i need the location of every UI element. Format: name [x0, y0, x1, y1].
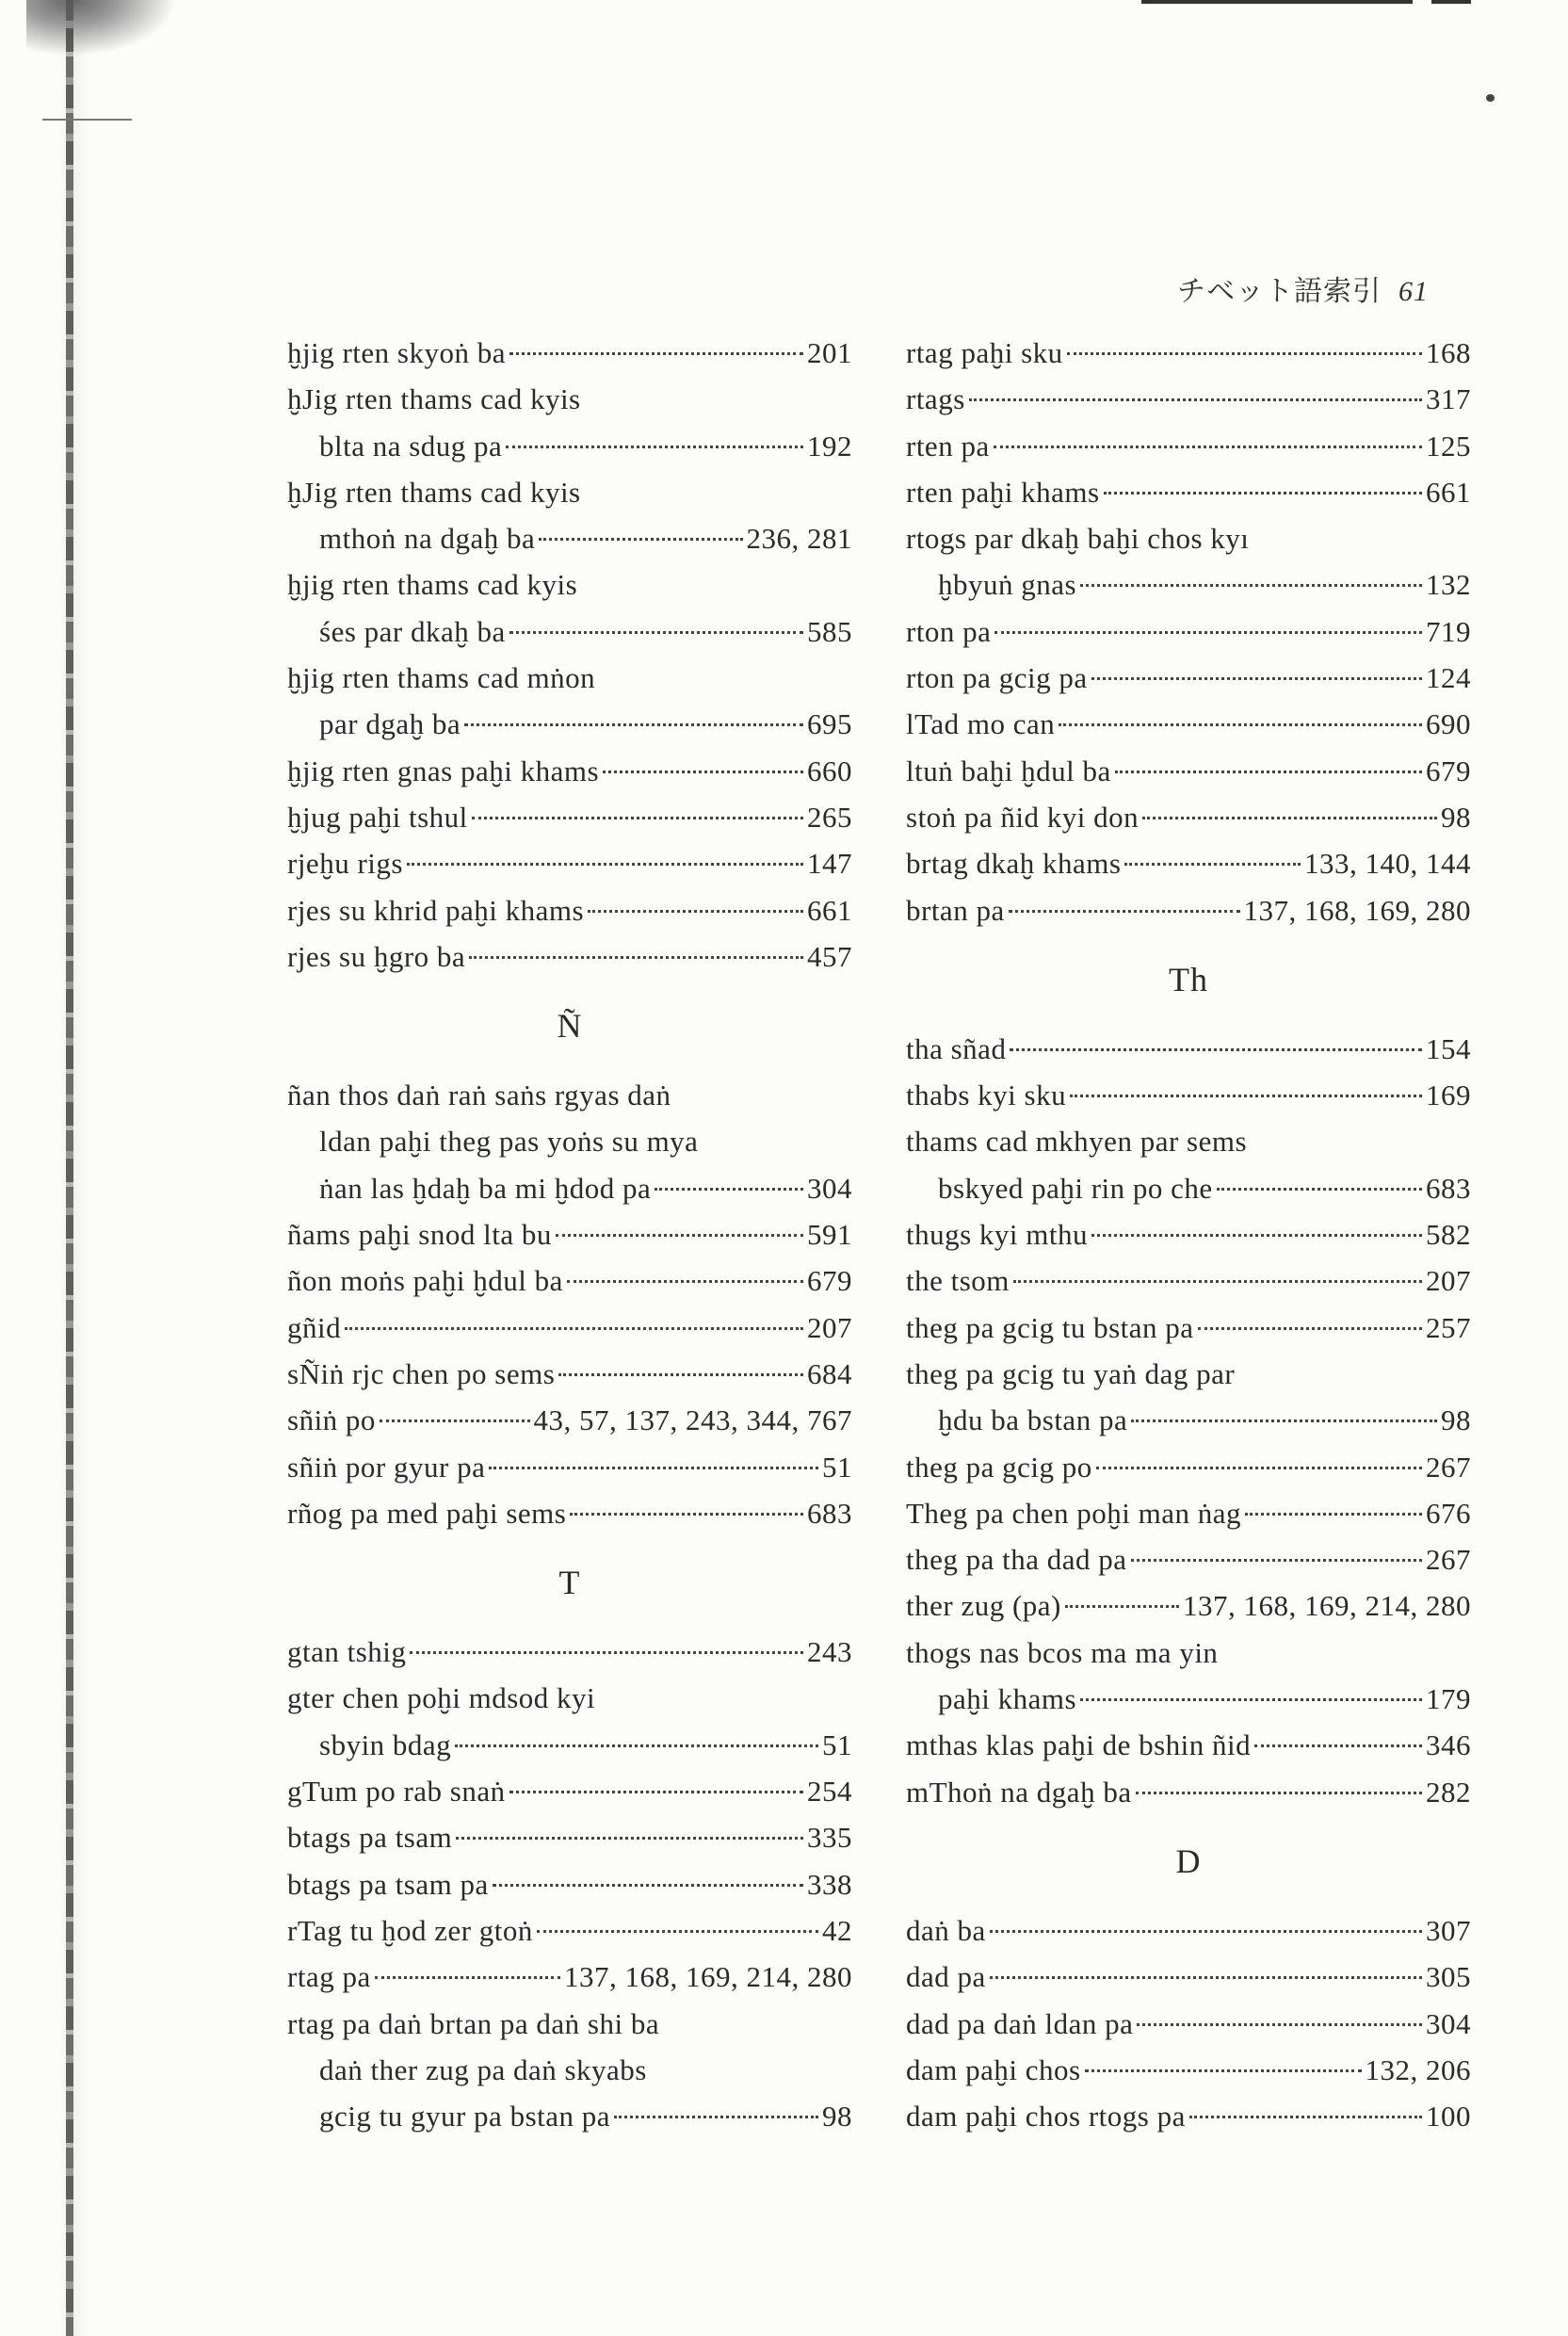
dot-leader	[1245, 1513, 1422, 1516]
index-entry	[906, 1536, 1471, 1582]
index-entry-line: thogs nas bcos ma ma yin	[906, 1635, 1219, 1669]
entry-pages: 236, 281	[746, 522, 852, 556]
entry-term: ñon moṅs paḫi ḫdul ba	[287, 1264, 563, 1298]
dot-leader	[1080, 1698, 1422, 1701]
entry-term: theg pa tha dad pa	[906, 1543, 1127, 1577]
index-entry	[906, 2093, 1471, 2139]
dot-leader	[1136, 1792, 1422, 1794]
entry-pages: 661	[807, 893, 852, 927]
entry-term: dad pa daṅ ldan pa	[906, 2006, 1134, 2040]
dot-leader	[1189, 2116, 1422, 2118]
entry-pages: 661	[1426, 475, 1471, 509]
dot-leader	[1065, 1605, 1179, 1608]
index-entry	[906, 1954, 1471, 2000]
entry-block	[287, 1629, 852, 2139]
entry-pages: 169	[1426, 1079, 1471, 1112]
entry-pages: 207	[807, 1310, 852, 1344]
dot-leader	[472, 817, 803, 819]
entry-block	[287, 330, 852, 980]
index-column-right	[906, 330, 1471, 2139]
entry-pages: 137, 168, 169, 280	[1243, 893, 1471, 927]
dot-leader	[493, 1884, 803, 1887]
dot-leader	[506, 446, 803, 448]
dot-leader	[1013, 1280, 1422, 1283]
dot-leader	[614, 2116, 818, 2118]
entry-pages: 317	[1426, 382, 1471, 416]
entry-pages: 457	[807, 939, 852, 973]
dot-leader	[570, 1513, 803, 1516]
dot-leader	[410, 1651, 803, 1654]
dot-leader	[537, 1930, 818, 1933]
binding-shadow	[0, 0, 89, 2336]
entry-pages: 168	[1426, 336, 1471, 369]
index-entry-line: thams cad mkhyen par sems	[906, 1125, 1248, 1159]
index-entry	[906, 1072, 1471, 1118]
dot-leader	[1010, 1048, 1422, 1051]
entry-term: the tsom	[906, 1264, 1010, 1298]
entry-pages: 147	[807, 847, 852, 881]
entry-pages: 124	[1426, 661, 1471, 695]
dot-leader	[994, 446, 1422, 448]
index-entry	[287, 1305, 852, 1351]
entry-pages: 304	[1426, 2006, 1471, 2040]
running-title: チベット語索引	[1177, 276, 1382, 307]
entry-term: mthoṅ na dgaḫ ba	[319, 522, 536, 556]
dot-leader	[456, 1837, 803, 1840]
index-entry	[287, 1397, 852, 1443]
entry-pages: 42	[822, 1913, 852, 1947]
entry-term: brtan pa	[906, 893, 1005, 927]
entry-pages: 125	[1426, 429, 1471, 462]
entry-term: rTag tu ḫod zer gtoṅ	[287, 1913, 533, 1947]
index-entry	[906, 1722, 1471, 1768]
index-entry-line: theg pa gcig tu yaṅ dag par	[906, 1356, 1236, 1390]
index-entry	[906, 1444, 1471, 1490]
index-entry	[287, 1444, 852, 1490]
index-column-left	[287, 330, 852, 2139]
index-entry	[906, 330, 1471, 376]
section-heading-n: Ñ	[557, 1007, 583, 1046]
index-entry	[287, 840, 852, 886]
dot-leader	[1096, 1467, 1422, 1469]
index-entry	[906, 1582, 1471, 1629]
entry-pages: 676	[1426, 1496, 1471, 1530]
entry-pages: 684	[807, 1356, 852, 1390]
index-entry	[906, 469, 1471, 515]
dot-leader	[1080, 584, 1422, 587]
entry-pages: 201	[807, 336, 852, 369]
entry-block	[287, 1072, 852, 1536]
section-heading-t: T	[558, 1564, 581, 1602]
index-entry-line: ñan thos daṅ raṅ saṅs rgyas daṅ	[287, 1079, 671, 1112]
index-entry	[287, 515, 852, 561]
index-entry	[287, 2093, 852, 2139]
index-entry	[906, 376, 1471, 422]
entry-term: tha sñad	[906, 1031, 1007, 1065]
entry-term: ḫjig rten skyoṅ ba	[287, 336, 506, 369]
entry-pages: 265	[807, 800, 852, 834]
index-entry	[906, 794, 1471, 840]
entry-term: stoṅ pa ñid kyi don	[906, 800, 1140, 834]
dot-leader	[1198, 1327, 1422, 1330]
index-entry	[287, 1257, 852, 1304]
dot-leader	[1124, 863, 1301, 866]
dot-leader	[489, 1467, 818, 1469]
entry-pages: 100	[1426, 2100, 1471, 2133]
entry-pages: 591	[807, 1218, 852, 1252]
index-entry	[287, 1861, 852, 1907]
entry-term: sÑiṅ rjc chen po sems	[287, 1356, 556, 1390]
entry-pages: 679	[1426, 754, 1471, 787]
entry-term: btags pa tsam	[287, 1821, 453, 1855]
entry-term: blta na sdug pa	[319, 429, 503, 462]
entry-term: paḫi khams	[938, 1682, 1077, 1716]
top-edge-mark	[1141, 0, 1413, 4]
entry-term: btags pa tsam pa	[287, 1867, 489, 1901]
entry-term: rtag paḫi sku	[906, 336, 1063, 369]
index-entry	[906, 887, 1471, 933]
entry-pages: 585	[807, 614, 852, 648]
dot-leader	[567, 1280, 803, 1283]
entry-term: dam paḫi chos rtogs pa	[906, 2100, 1186, 2133]
dot-leader	[1115, 771, 1422, 773]
dot-leader	[969, 398, 1422, 401]
index-entry	[287, 1490, 852, 1536]
entry-block	[906, 1907, 1471, 2139]
entry-pages: 690	[1426, 707, 1471, 741]
entry-pages: 683	[807, 1496, 852, 1530]
entry-pages: 192	[807, 429, 852, 462]
entry-term: ther zug (pa)	[906, 1589, 1061, 1623]
index-entry	[287, 608, 852, 655]
entry-pages: 137, 168, 169, 214, 280	[564, 1960, 852, 1994]
entry-pages: 346	[1426, 1728, 1471, 1762]
entry-term: rton pa	[906, 614, 992, 648]
index-entry	[287, 1211, 852, 1257]
index-entry	[906, 1305, 1471, 1351]
dot-leader	[1217, 1188, 1422, 1191]
entry-pages: 51	[822, 1450, 852, 1484]
entry-term: rjeḫu rigs	[287, 847, 403, 881]
entry-term: gTum po rab snaṅ	[287, 1775, 506, 1809]
index-entry	[906, 748, 1471, 794]
index-entry-line: ḫjig rten thams cad mṅon	[287, 661, 596, 695]
dot-leader	[558, 1373, 803, 1376]
entry-pages: 282	[1426, 1775, 1471, 1809]
index-entry	[906, 608, 1471, 655]
entry-pages: 267	[1426, 1543, 1471, 1577]
entry-pages: 98	[1441, 800, 1471, 834]
entry-term: ṅan las ḫdaḫ ba mi ḫdod pa	[319, 1171, 652, 1205]
entry-term: rten paḫi khams	[906, 475, 1100, 509]
entry-pages: 51	[822, 1728, 852, 1761]
dot-leader	[1091, 677, 1422, 680]
index-entry	[906, 1211, 1471, 1257]
entry-term: theg pa gcig po	[906, 1450, 1092, 1484]
entry-pages: 43, 57, 137, 243, 344, 767	[533, 1403, 852, 1437]
binding-tick-mark	[42, 119, 132, 121]
entry-term: dad pa	[906, 1960, 986, 1994]
entry-pages: 179	[1426, 1682, 1471, 1716]
dot-leader	[539, 538, 742, 541]
index-entry-line: rtag pa daṅ brtan pa daṅ shi ba	[287, 2006, 660, 2040]
entry-pages: 133, 140, 144	[1304, 847, 1471, 881]
entry-term: mthas klas paḫi de bshin ñid	[906, 1728, 1252, 1762]
entry-term: daṅ ba	[906, 1913, 986, 1947]
index-entry-line: gter chen poḫi mdsod kyi	[287, 1681, 596, 1715]
entry-pages: 132, 206	[1365, 2052, 1471, 2086]
dot-leader	[1137, 2023, 1422, 2026]
entry-term: rtags	[906, 382, 965, 416]
ink-speck	[1486, 94, 1495, 102]
dot-leader	[380, 1419, 530, 1422]
entry-term: śes par dkaḫ ba	[319, 614, 506, 648]
section-heading-d: D	[1175, 1841, 1202, 1880]
entry-pages: 137, 168, 169, 214, 280	[1183, 1589, 1471, 1623]
dot-leader	[1009, 910, 1240, 913]
entry-term: dam paḫi chos	[906, 2052, 1081, 2086]
entry-term: gñid	[287, 1310, 342, 1344]
index-entry-line: ḫJig rten thams cad kyis	[287, 475, 581, 509]
dot-leader	[1131, 1559, 1422, 1562]
dot-leader	[1067, 352, 1422, 355]
entry-pages: 338	[807, 1867, 852, 1901]
index-entry	[287, 887, 852, 933]
index-entry	[287, 794, 852, 840]
entry-term: ḫdu ba bstan pa	[938, 1403, 1128, 1437]
entry-pages: 257	[1426, 1310, 1471, 1344]
dot-leader	[1059, 723, 1422, 726]
top-edge-mark	[1431, 0, 1471, 4]
entry-block	[906, 1026, 1471, 1815]
index-entry-line: ḫJig rten thams cad kyis	[287, 382, 581, 416]
index-entry	[906, 1907, 1471, 1954]
index-entry	[287, 1768, 852, 1814]
dot-leader	[994, 631, 1422, 634]
index-entry	[906, 1257, 1471, 1304]
entry-pages: 679	[807, 1264, 852, 1298]
entry-pages: 582	[1426, 1218, 1471, 1252]
index-entry	[906, 2047, 1471, 2093]
entry-term: thabs kyi sku	[906, 1079, 1067, 1112]
entry-pages: 132	[1426, 568, 1471, 602]
page-number: 61	[1398, 276, 1429, 307]
dot-leader	[455, 1744, 818, 1747]
dot-leader	[345, 1327, 803, 1330]
entry-term: sñiṅ po	[287, 1403, 376, 1437]
index-entry	[906, 1165, 1471, 1211]
index-entry	[287, 1722, 852, 1768]
dot-leader	[1142, 817, 1437, 819]
entry-term: sbyin bdag	[319, 1728, 452, 1761]
entry-term: par dgaḫ ba	[319, 707, 461, 741]
entry-pages: 304	[807, 1171, 852, 1205]
dot-leader	[469, 956, 803, 959]
dot-leader	[509, 1791, 803, 1793]
entry-pages: 307	[1426, 1913, 1471, 1947]
entry-pages: 254	[807, 1775, 852, 1809]
index-entry-line: ḫjig rten thams cad kyis	[287, 568, 578, 602]
dot-leader	[509, 352, 803, 355]
entry-term: rten pa	[906, 429, 990, 462]
entry-term: brtag dkaḫ khams	[906, 847, 1122, 881]
dot-leader	[464, 723, 803, 726]
index-entry	[287, 1814, 852, 1860]
index-entry	[906, 840, 1471, 886]
index-entry	[906, 655, 1471, 701]
dot-leader	[1131, 1419, 1437, 1422]
entry-pages: 305	[1426, 1960, 1471, 1994]
index-entry	[287, 1954, 852, 2000]
section-heading-th: Th	[1169, 960, 1208, 998]
index-entry-line: daṅ ther zug pa daṅ skyabs	[319, 2052, 647, 2086]
index-entry	[906, 1769, 1471, 1815]
entry-term: thugs kyi mthu	[906, 1218, 1089, 1252]
dot-leader	[1085, 2069, 1362, 2072]
entry-term: ḫjig rten gnas paḫi khams	[287, 754, 600, 787]
dot-leader	[588, 910, 803, 913]
binding-smudge	[26, 0, 177, 57]
index-entry	[287, 330, 852, 376]
entry-term: gtan tshig	[287, 1635, 407, 1669]
dot-leader	[990, 1930, 1422, 1933]
index-entry	[906, 1397, 1471, 1443]
entry-pages: 98	[822, 2100, 852, 2133]
entry-term: theg pa gcig tu bstan pa	[906, 1310, 1194, 1344]
entry-term: ltuṅ baḫi ḫdul ba	[906, 754, 1111, 787]
dot-leader	[375, 1976, 560, 1979]
entry-pages: 660	[807, 754, 852, 787]
entry-pages: 98	[1441, 1403, 1471, 1437]
entry-term: rtag pa	[287, 1960, 371, 1994]
index-entry	[287, 701, 852, 747]
dot-leader	[655, 1188, 803, 1191]
index-entry	[906, 701, 1471, 747]
entry-pages: 154	[1426, 1031, 1471, 1065]
entry-term: rjes su khrid paḫi khams	[287, 893, 585, 927]
dot-leader	[990, 1976, 1422, 1979]
entry-term: lTad mo can	[906, 707, 1056, 741]
index-entry	[906, 423, 1471, 469]
entry-term: rjes su ḫgro ba	[287, 939, 466, 973]
entry-term: rton pa gcig pa	[906, 661, 1088, 695]
index-entry-line: rtogs par dkaḫ baḫi chos kyı	[906, 522, 1250, 556]
dot-leader	[1104, 492, 1422, 495]
entry-term: Theg pa chen poḫi man ṅag	[906, 1496, 1241, 1530]
dot-leader	[509, 631, 803, 634]
index-entry	[287, 1629, 852, 1675]
entry-term: sñiṅ por gyur pa	[287, 1450, 486, 1484]
dot-leader	[603, 771, 803, 773]
index-entry	[287, 1351, 852, 1397]
index-entry	[906, 1490, 1471, 1536]
index-entry	[287, 748, 852, 794]
index-entry	[287, 1907, 852, 1954]
entry-pages: 207	[1426, 1264, 1471, 1298]
entry-term: rñog pa med paḫi sems	[287, 1496, 567, 1530]
entry-term: gcig tu gyur pa bstan pa	[319, 2100, 611, 2133]
entry-term: ḫjug paḫi tshul	[287, 800, 468, 834]
binding-edge	[66, 0, 73, 2336]
dot-leader	[407, 863, 803, 866]
index-entry	[906, 1026, 1471, 1072]
index-entry	[906, 1676, 1471, 1722]
entry-pages: 719	[1426, 614, 1471, 648]
entry-pages: 267	[1426, 1450, 1471, 1484]
entry-pages: 695	[807, 707, 852, 741]
index-entry	[906, 2001, 1471, 2047]
entry-term: ñams paḫi snod lta bu	[287, 1218, 552, 1252]
dot-leader	[1091, 1234, 1422, 1237]
index-entry	[287, 423, 852, 469]
entry-term: ḫbyuṅ gnas	[938, 568, 1077, 602]
entry-block	[906, 330, 1471, 933]
dot-leader	[556, 1234, 803, 1237]
entry-term: mThoṅ na dgaḫ ba	[906, 1775, 1132, 1809]
index-entry	[287, 933, 852, 980]
index-entry-line: ldan paḫi theg pas yoṅs su mya	[319, 1125, 699, 1159]
dot-leader	[1254, 1744, 1422, 1747]
dot-leader	[1070, 1095, 1422, 1097]
entry-term: bskyed paḫi rin po che	[938, 1171, 1213, 1205]
index-entry	[906, 561, 1471, 608]
index-entry	[287, 1165, 852, 1211]
page-header	[1177, 268, 1429, 309]
entry-pages: 335	[807, 1821, 852, 1855]
entry-pages: 243	[807, 1635, 852, 1669]
entry-pages: 683	[1426, 1171, 1471, 1205]
